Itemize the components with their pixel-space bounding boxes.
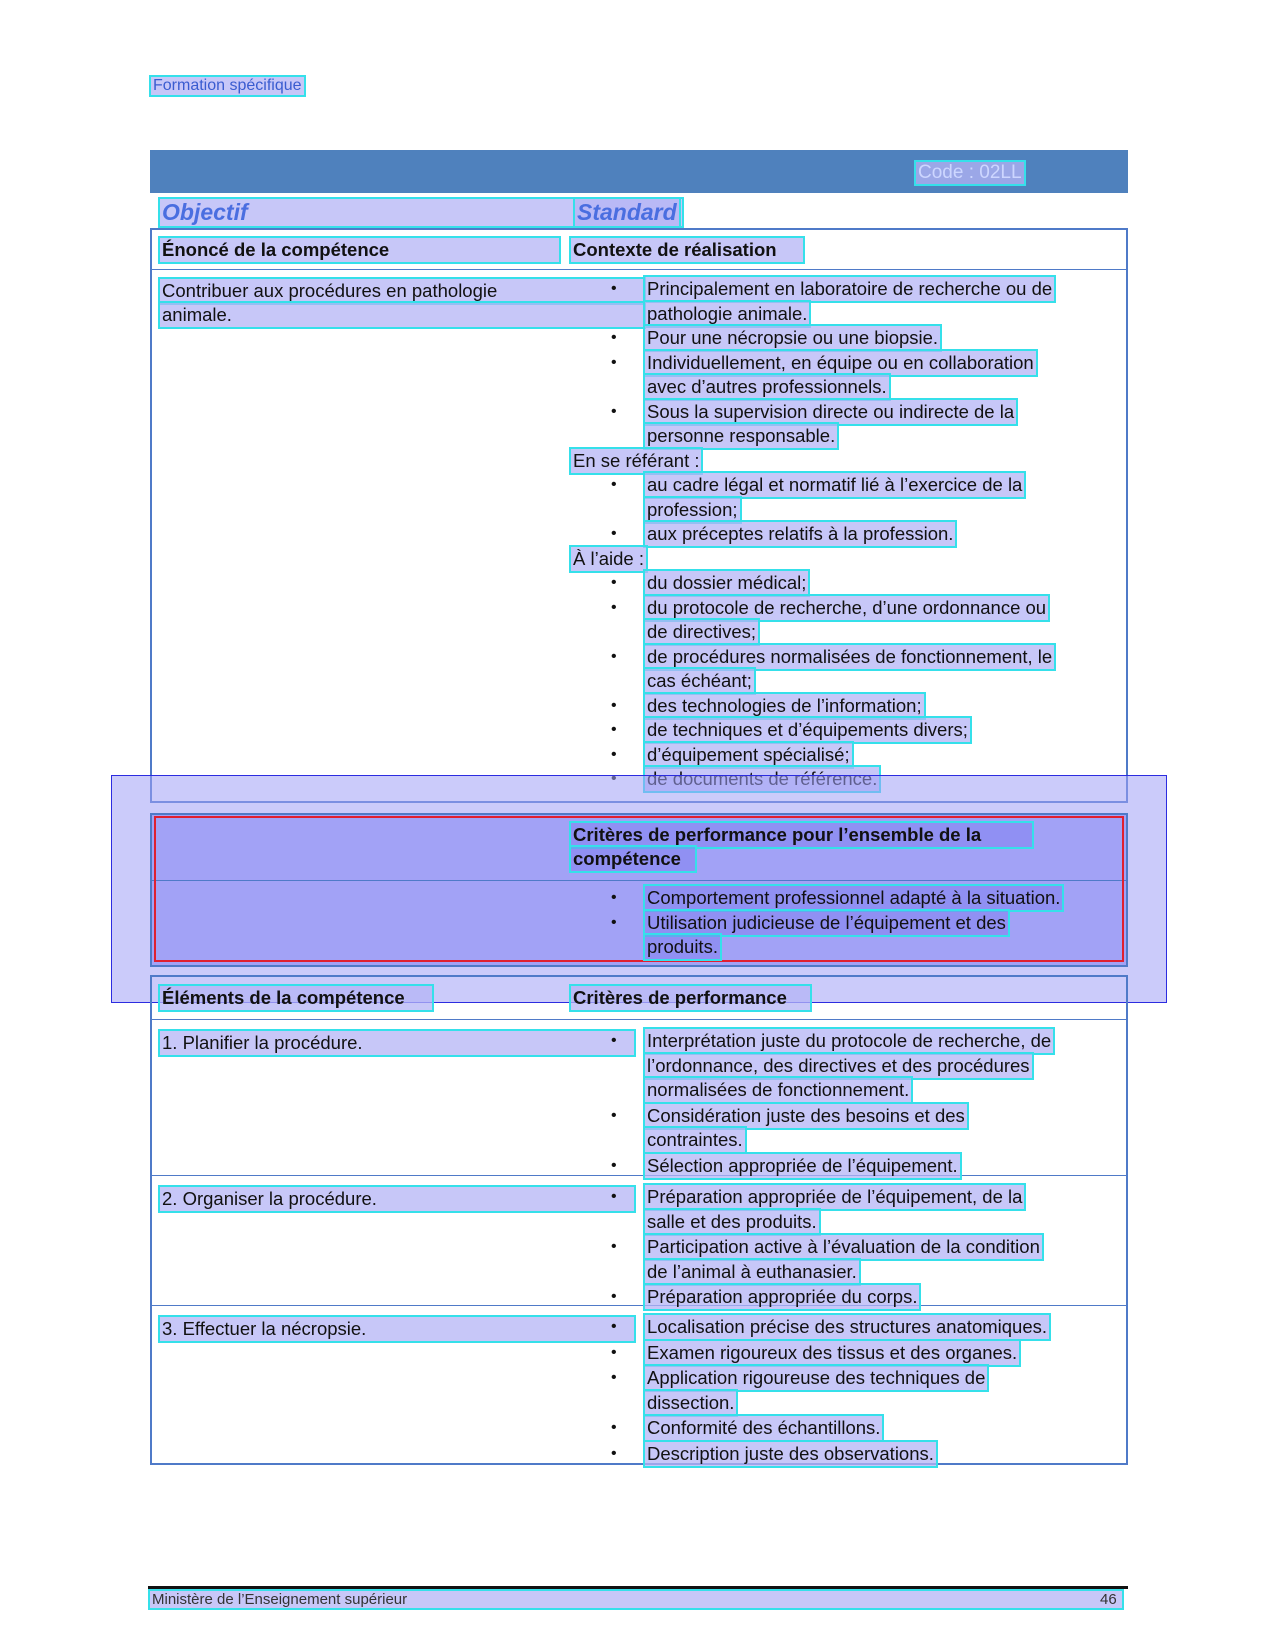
list-item-line: Comportement professionnel adapté à la situation. — [647, 887, 1061, 908]
bullet-icon: • — [611, 1032, 617, 1049]
bullet-icon: • — [611, 1106, 617, 1124]
list-item-line: Préparation appropriée du corps. — [647, 1286, 918, 1307]
competence-element-label: 2. Organiser la procédure. — [160, 1187, 634, 1211]
bullet-icon: • — [611, 1156, 617, 1174]
list-item-line: pathologie animale. — [647, 302, 808, 324]
list-item-line: d’équipement spécialisé; — [647, 743, 850, 765]
list-item-line: Application rigoureuse des techniques de — [647, 1367, 986, 1388]
objectif-heading: Objectif — [160, 199, 682, 226]
referant-label: En se référant : — [573, 449, 700, 471]
list-item-line: au cadre légal et normatif lié à l’exercice de la — [647, 474, 1023, 495]
list-item-line: aux préceptes relatifs à la profession. — [647, 523, 954, 544]
bullet-icon: • — [611, 1369, 617, 1386]
bullet-icon: • — [611, 721, 617, 738]
list-item-line: Utilisation judicieuse de l’équipement et des — [647, 911, 1006, 933]
bullet-icon: • — [611, 1238, 617, 1255]
list-item-line: dissection. — [647, 1391, 735, 1413]
list-item-line: cas échéant; — [647, 670, 752, 691]
list-item-line: des technologies de l’information; — [647, 694, 922, 716]
list-item-line: Principalement en laboratoire de recherche ou de — [647, 278, 1053, 299]
competence-statement-line: Contribuer aux procédures en pathologie — [160, 279, 644, 303]
bullet-icon: • — [611, 1318, 617, 1335]
bullet-icon: • — [611, 745, 617, 763]
list-item-line: avec d’autres professionnels. — [647, 376, 887, 397]
list-item-line: Conformité des échantillons. — [647, 1417, 881, 1438]
performance-criteria-heading: Critères de performance — [571, 986, 810, 1010]
code-bar — [150, 150, 1128, 193]
bullet-icon: • — [611, 402, 617, 420]
bullet-icon: • — [611, 913, 617, 931]
bullet-icon: • — [611, 1343, 617, 1361]
list-item-line: du dossier médical; — [647, 572, 807, 593]
competence-element-label: 1. Planifier la procédure. — [160, 1031, 634, 1055]
bullet-icon: • — [611, 476, 617, 493]
bullet-icon: • — [611, 889, 617, 906]
bullet-icon: • — [611, 525, 617, 542]
footer-ministry: Ministère de l’Enseignement supérieur — [150, 1591, 1122, 1608]
list-item-line: Participation active à l’évaluation de la condition — [647, 1236, 1040, 1257]
aide-label: À l’aide : — [573, 547, 644, 569]
overall-criteria-heading: Critères de performance pour l’ensemble de la — [571, 823, 1032, 847]
footer-rule — [148, 1586, 1128, 1589]
list-item-line: salle et des produits. — [647, 1210, 817, 1232]
bullet-icon: • — [611, 696, 617, 714]
bullet-icon: • — [611, 329, 617, 346]
list-item-line: Examen rigoureux des tissus et des organes. — [647, 1341, 1018, 1363]
list-item-line: Localisation précise des structures anatomiques. — [647, 1316, 1048, 1337]
overall-criteria-heading: compétence — [571, 847, 695, 871]
list-item-line: l’ordonnance, des directives et des procédures — [647, 1054, 1030, 1076]
table-divider — [152, 269, 1126, 270]
list-item-line: contraintes. — [647, 1129, 743, 1150]
list-item-line: personne responsable. — [647, 425, 836, 446]
bullet-icon: • — [611, 1288, 617, 1305]
header-title: Formation spécifique — [153, 77, 302, 94]
list-item-line: produits. — [647, 936, 718, 957]
list-item-line: Description juste des observations. — [647, 1442, 934, 1464]
bullet-icon: • — [611, 353, 617, 371]
list-item-line: du protocole de recherche, d’une ordonnance ou — [647, 596, 1047, 618]
bullet-icon: • — [611, 1188, 617, 1205]
list-item-line: Sélection appropriée de l’équipement. — [647, 1154, 958, 1176]
code-label: Code : 02LL — [918, 162, 1022, 183]
list-item-line: de techniques et d’équipements divers; — [647, 719, 968, 740]
competence-statement-heading: Énoncé de la compétence — [160, 238, 559, 262]
list-item-line: Pour une nécropsie ou une biopsie. — [647, 327, 939, 348]
table-divider — [152, 1019, 1126, 1020]
competence-statement-line: animale. — [160, 303, 644, 327]
table-divider — [152, 1175, 1126, 1176]
bullet-icon: • — [611, 598, 617, 616]
list-item-line: Sous la supervision directe ou indirecte de la — [647, 400, 1015, 422]
bullet-icon: • — [611, 1444, 617, 1462]
bullet-icon: • — [611, 1419, 617, 1436]
page-number: 46 — [1100, 1591, 1117, 1608]
bullet-icon: • — [611, 647, 617, 665]
bullet-icon: • — [611, 280, 617, 297]
list-item-line: Considération juste des besoins et des — [647, 1104, 965, 1126]
elements-heading: Éléments de la compétence — [160, 986, 432, 1010]
standard-heading: Standard — [577, 199, 677, 225]
list-item-line: profession; — [647, 498, 738, 520]
list-item-line: de procédures normalisées de fonctionnement, le — [647, 645, 1053, 667]
competence-element-label: 3. Effectuer la nécropsie. — [160, 1317, 634, 1341]
context-heading: Contexte de réalisation — [571, 238, 803, 262]
table-divider — [152, 1305, 1126, 1306]
list-item-line: de l’animal à euthanasier. — [647, 1260, 857, 1282]
list-item-line: de directives; — [647, 621, 756, 642]
list-item-line: Individuellement, en équipe ou en collaboration — [647, 351, 1034, 373]
bullet-icon: • — [611, 574, 617, 591]
list-item-line: Préparation appropriée de l’équipement, de la — [647, 1186, 1023, 1207]
list-item-line: Interprétation juste du protocole de recherche, de — [647, 1030, 1052, 1051]
list-item-line: normalisées de fonctionnement. — [647, 1079, 910, 1100]
